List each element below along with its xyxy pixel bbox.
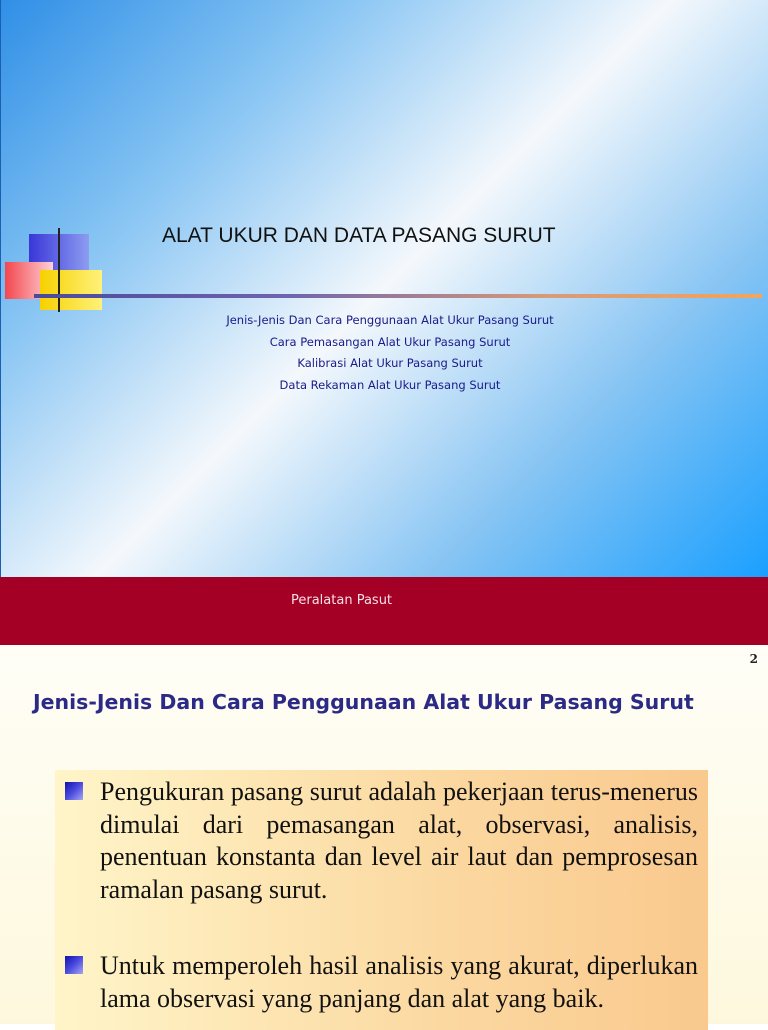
footer-text: Peralatan Pasut (291, 593, 393, 608)
agenda-item: Cara Pemasangan Alat Ukur Pasang Surut (269, 334, 511, 349)
content-slide (0, 645, 768, 1024)
decor-yellow-square (40, 270, 102, 310)
bullet-square-icon (65, 956, 83, 974)
decor-vertical-line (58, 228, 60, 312)
slide-heading: Jenis-Jenis Dan Cara Penggunaan Alat Ukur Pasang Surut (33, 690, 694, 714)
slide-footer (0, 577, 768, 645)
content-box (55, 770, 708, 1030)
bullet-text: Untuk memperoleh hasil analisis yang akurat, diperlukan lama observasi yang panjang dan alat yang baik. (100, 951, 698, 1013)
agenda-item: Data Rekaman Alat Ukur Pasang Surut (279, 377, 501, 392)
agenda-list (150, 310, 630, 396)
slide-title: ALAT UKUR DAN DATA PASANG SURUT (162, 224, 556, 247)
agenda-item: Kalibrasi Alat Ukur Pasang Surut (297, 356, 483, 370)
decor-horizontal-line (34, 294, 762, 298)
page-number: 2 (749, 652, 758, 666)
bullet-square-icon (65, 782, 83, 800)
bullet-text: Pengukuran pasang surut adalah pekerjaan terus-menerus dimulai dari pemasangan alat, observasi, analisis, penentuan konstanta dan level air laut dan pemprosesan ramalan pasang surut. (100, 777, 698, 904)
agenda-item: Jenis-Jenis Dan Cara Penggunaan Alat Ukur Pasang Surut (226, 313, 554, 327)
